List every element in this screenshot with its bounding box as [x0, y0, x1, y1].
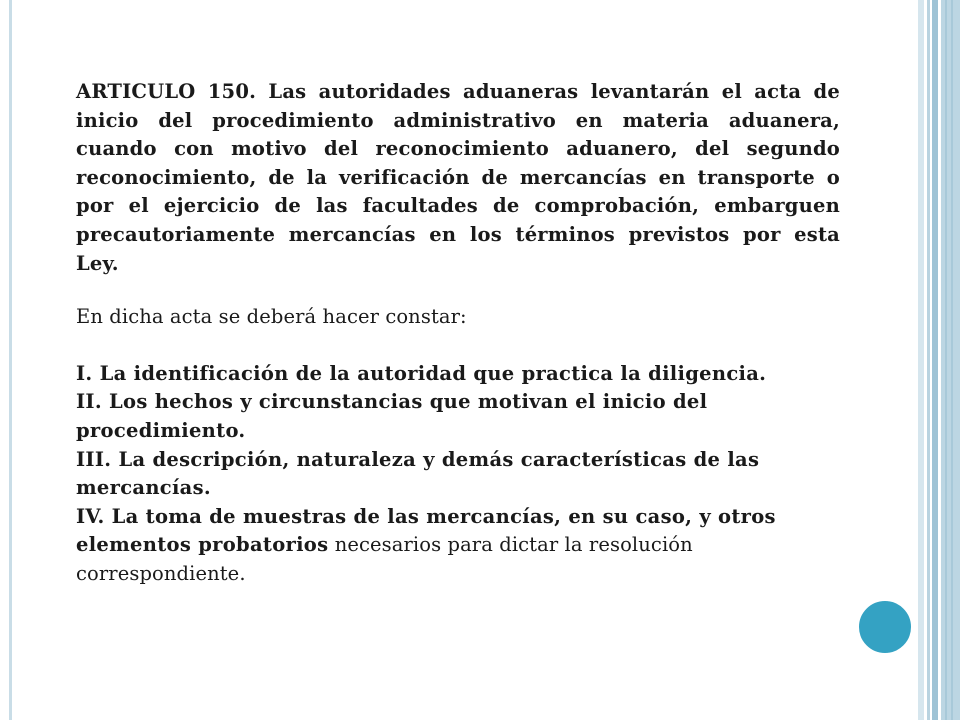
list-item-bold-text: II. Los hechos y circunstancias que motivan el inicio del procedimiento. — [76, 390, 708, 442]
list-item — [76, 446, 840, 503]
slide-body — [76, 78, 840, 589]
list-item-bold-text: IV. La toma de muestras de las mercancías, en su caso, y otros elementos probatorios — [76, 504, 776, 557]
requirements-list — [76, 360, 840, 589]
list-item-bold-text: I. La identificación de la autoridad que practica la diligencia. — [76, 361, 767, 385]
accent-circle — [856, 598, 914, 656]
list-item-normal-text: necesarios para dictar la resolución correspondiente. — [76, 533, 693, 585]
right-decor-stripe — [932, 0, 938, 720]
right-decor-stripe — [945, 0, 947, 720]
list-item-bold-text: III. La descripción, naturaleza y demás características de las mercancías. — [76, 447, 760, 500]
left-frame-line — [9, 0, 12, 720]
article-paragraph: ARTICULO 150. Las autoridades aduaneras levantarán el acta de inicio del procedimiento administrativo en materia aduanera, cuando con motivo del reconocimiento aduanero, del segundo reconocimiento, de la verificación de mercancías en transporte o por el ejercicio de las facultades de comprobación, embarguen precautoriamente mercancías en los términos previstos por esta Ley. — [76, 80, 840, 275]
right-decor-stripe — [918, 0, 924, 720]
list-item — [76, 360, 840, 389]
list-item — [76, 503, 840, 589]
intro-line: En dicha acta se deberá hacer constar: — [76, 305, 467, 329]
right-decor-stripe — [951, 0, 953, 720]
right-decor-stripe — [927, 0, 930, 720]
list-item — [76, 388, 840, 445]
